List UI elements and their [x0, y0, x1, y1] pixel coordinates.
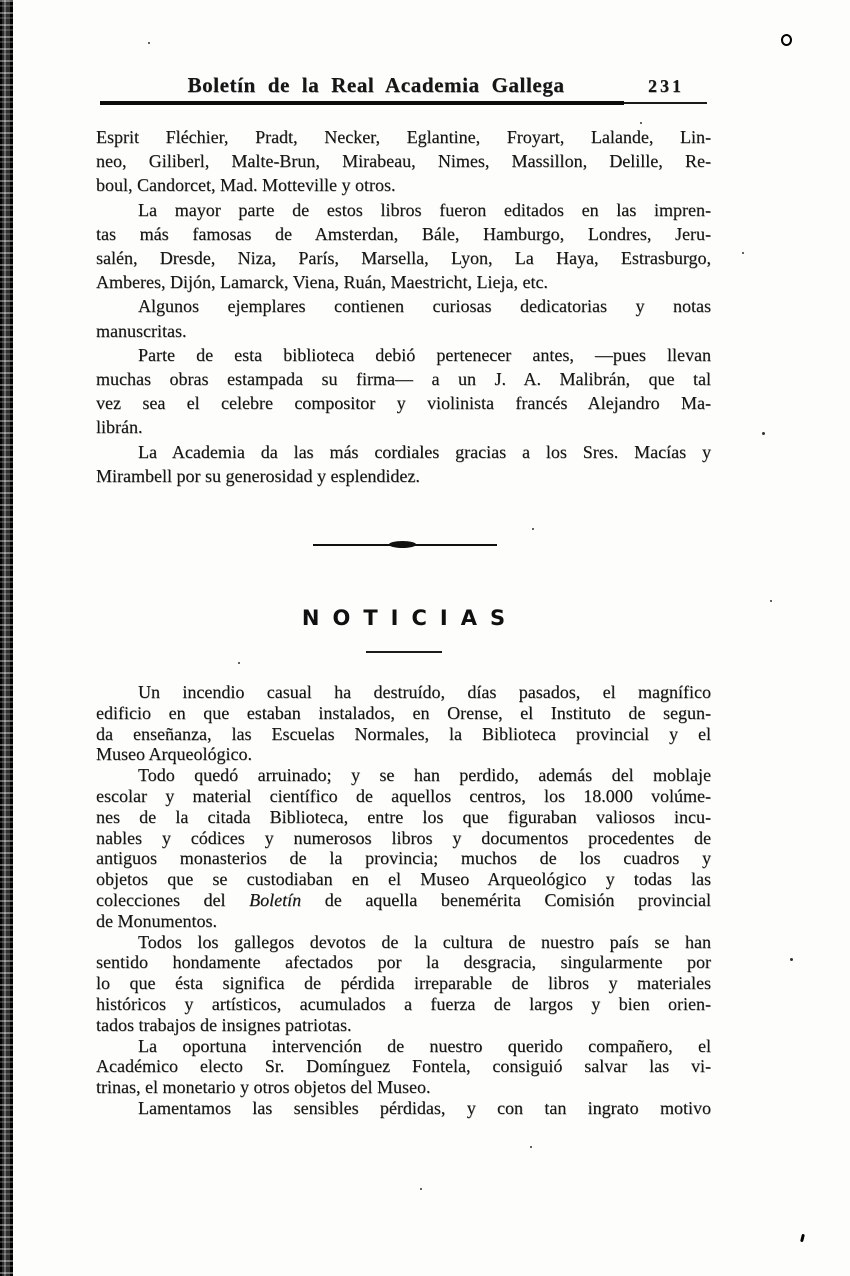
- text-line: Académico electo Sr. Domínguez Fontela, consiguió salvar las vi-: [96, 1056, 711, 1077]
- text-line: La Academia da las más cordiales gracias a los Sres. Macías y: [138, 441, 711, 462]
- paragraph: [96, 294, 711, 342]
- text-line: nes de la citada Biblioteca, entre los que figuraban valiosos incu-: [96, 806, 711, 827]
- text-line: muchas obras estampada su firma— a un J. A. Malibrán, que tal: [96, 369, 711, 390]
- text-line: Todo quedó arruinado; y se han perdido, además del moblaje: [138, 765, 711, 786]
- text-line: Mirambell por su generosidad y esplendidez.: [96, 465, 420, 486]
- scan-speck: [532, 528, 534, 530]
- noticias-article: [96, 682, 711, 1119]
- text-line: Todos los gallegos devotos de la cultura de nuestro país se han: [138, 931, 711, 952]
- section-divider-diamond: [389, 541, 416, 548]
- text-line: neo, Giliberl, Malte-Brun, Mirabeau, Nimes, Massillon, Delille, Re-: [96, 151, 711, 172]
- text-line: Parte de esta biblioteca debió pertenecer antes, —pues llevan: [138, 344, 711, 365]
- scan-speck: [148, 42, 150, 44]
- paragraph: [96, 1036, 711, 1098]
- text-line: de Monumentos.: [96, 910, 217, 931]
- text-line: La mayor parte de estos libros fueron editados en las impren-: [138, 199, 711, 220]
- text-line: boul, Candorcet, Mad. Motteville y otros.: [96, 175, 396, 196]
- scan-comma-artifact: [800, 1234, 805, 1242]
- text-line: librán.: [96, 417, 143, 438]
- section-heading-underline: [366, 651, 442, 653]
- text-line: Museo Arqueológico.: [96, 744, 252, 765]
- binding-edge: [0, 0, 14, 1276]
- scan-speck: [530, 1146, 532, 1148]
- scan-ring-artifact: [781, 34, 792, 46]
- journal-title: Boletín de la Real Academia Gallega: [187, 73, 565, 97]
- text-line: manuscritas.: [96, 320, 187, 341]
- paragraph: [96, 765, 711, 931]
- text-line: antiguos monasterios de la provincia; muchos de los cuadros y: [96, 848, 711, 869]
- paragraph: [96, 198, 711, 295]
- text-line: trinas, el monetario y otros objetos del Museo.: [96, 1077, 431, 1098]
- text-line: Amberes, Dijón, Lamarck, Viena, Ruán, Maestricht, Lieja, etc.: [96, 272, 548, 293]
- paragraph: [96, 440, 711, 488]
- text-line: objetos que se custodiaban en el Museo Arqueológico y todas las: [96, 869, 711, 890]
- text-line: tas más famosas de Amsterdan, Bále, Hamburgo, Londres, Jeru-: [96, 223, 711, 244]
- text-line: Esprit Fléchier, Pradt, Necker, Eglantine, Froyart, Lalande, Lin-: [96, 127, 711, 147]
- text-line: históricos y artísticos, acumulados a fuerza de largos y bien orien-: [96, 993, 711, 1014]
- scan-speck: [640, 122, 642, 124]
- text-line: vez sea el celebre compositor y violinista francés Alejandro Ma-: [96, 393, 711, 414]
- text-line: salén, Dresde, Niza, París, Marsella, Lyon, La Haya, Estrasburgo,: [96, 248, 711, 269]
- paragraph: [96, 125, 711, 198]
- text-line: Algunos ejemplares contienen curiosas dedicatorias y notas: [138, 296, 711, 317]
- text-line: lo que ésta significa de pérdida irreparable de libros y materiales: [96, 973, 711, 994]
- text-line: tados trabajos de insignes patriotas.: [96, 1014, 352, 1035]
- paragraph: [96, 932, 711, 1036]
- header-rule-tail: [624, 102, 707, 104]
- section-heading: NOTICIAS: [301, 606, 519, 630]
- text-line: nables y códices y numerosos libros y documentos procedentes de: [96, 827, 711, 848]
- text-line: edificio en que estaban instalados, en Orense, el Instituto de segun-: [96, 702, 711, 723]
- text-line: escolar y material científico de aquellos centros, los 18.000 volúme-: [96, 785, 711, 806]
- paragraph: [96, 1098, 711, 1119]
- text-line: La oportuna intervención de nuestro querido compañero, el: [138, 1035, 711, 1056]
- header-rule: [100, 101, 624, 105]
- paragraph: [96, 343, 711, 440]
- scan-speck: [790, 958, 793, 961]
- scan-speck: [420, 1188, 422, 1190]
- text-line: sentido hondamente afectados por la desgracia, singularmente por: [96, 952, 711, 973]
- text-line: Un incendio casual ha destruído, días pasados, el magnífico: [138, 682, 711, 702]
- donation-article-continuation: [96, 125, 711, 488]
- page-number: 231: [648, 76, 684, 96]
- scan-speck: [238, 662, 240, 664]
- scan-speck: [742, 252, 744, 254]
- scan-speck: [762, 432, 765, 435]
- paragraph: [96, 682, 711, 765]
- scan-speck: [770, 600, 772, 602]
- text-line: da enseñanza, las Escuelas Normales, la Biblioteca provincial y el: [96, 723, 711, 744]
- running-header: [96, 73, 711, 99]
- text-line: colecciones del Boletín de aquella benemérita Comisión provincial: [96, 889, 712, 910]
- text-line: Lamentamos las sensibles pérdidas, y con tan ingrato motivo: [138, 1097, 711, 1118]
